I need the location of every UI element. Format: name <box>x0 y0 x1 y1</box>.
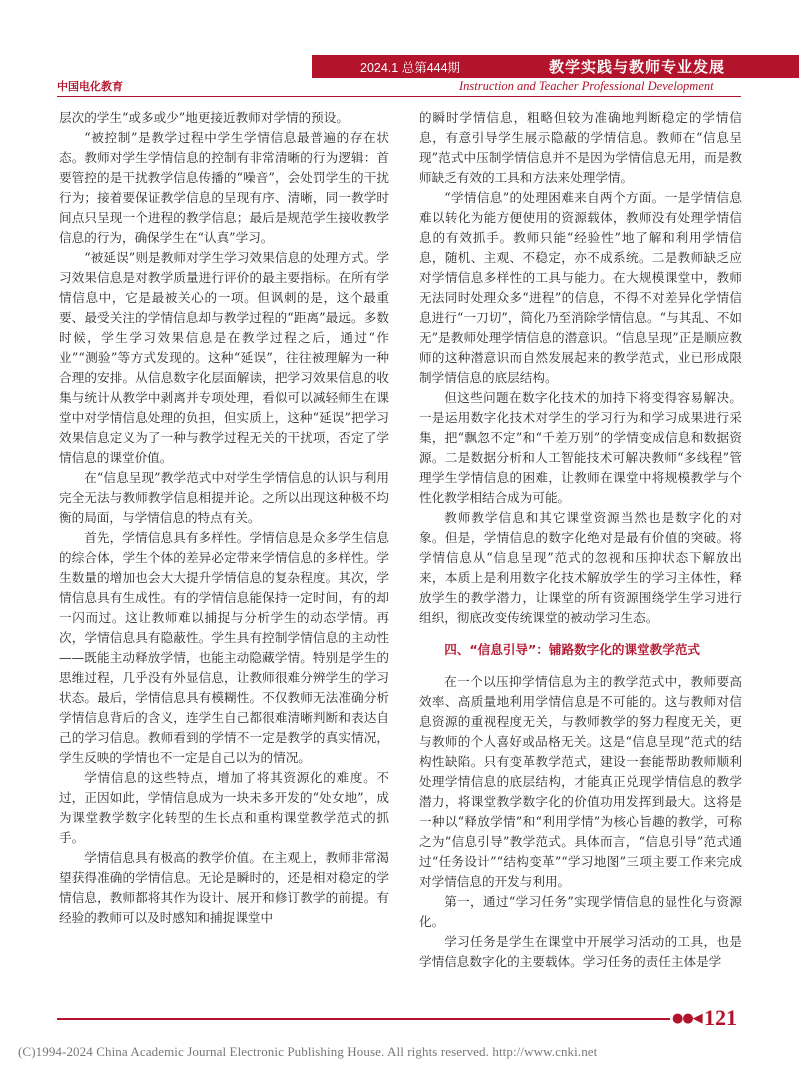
paragraph: 教师教学信息和其它课堂资源当然也是数字化的对象。但是，学情信息的数字化绝对是最有价值的突破。将学情信息从“信息呈现”范式的忽视和压抑状态下解放出来，本质上是利用数字化技术解放学生的学习主体性，释放学生的教学潜力，让课堂的所有资源围绕学生学习进行组织，彻底改变传统课堂的被动学习生态。 <box>419 510 742 625</box>
column-title-en: Instruction and Teacher Professional Development <box>459 79 714 93</box>
paragraph: 的瞬时学情信息，粗略但较为准确地判断稳定的学情信息，有意引导学生展示隐蔽的学情信息。教师在“信息呈现”范式中压制学情信息并不是因为学情信息无用，而是教师缺乏有效的工具和方法来处理学情。 <box>419 110 742 185</box>
column-title: 教学实践与教师专业发展 <box>549 58 726 76</box>
journal-name: 中国电化教育 <box>57 80 123 93</box>
paragraph: “被延误”则是教师对学生学习效果信息的处理方式。学习效果信息是对教学质量进行评价的最主要指标。在所有学情信息中，它是最被关心的一项。但讽刺的是，这个最重要、最受关注的学情信息却与教学过程的“距离”最远。多数时候，学生学习效果信息是在教学过程之后，通过“作业”“测验”等方式发现的。这种“延误”，往往被理解为一种合理的安排。从信息数字化层面解读，把学习效果信息的收集与统计从教学中剥离并专项处理，看似可以减轻师生在课堂中对学情信息处理的负担，但实质上，这种“延误”把学习效果信息定义为了一种与教学过程无关的干扰项，否定了学情信息的课堂价值。 <box>59 250 389 465</box>
paragraph: 第一，通过“学习任务”实现学情信息的显性化与资源化。 <box>419 894 742 929</box>
header-rule <box>57 96 741 97</box>
paragraph: 层次的学生“或多或少”地更接近教师对学情的预设。 <box>59 110 349 125</box>
paragraph: 在一个以压抑学情信息为主的教学范式中，教师要高效率、高质量地利用学情信息是不可能的。这与教师对信息资源的重视程度无关，与教师教学的努力程度无关，更与教师的个人喜好或品格无关。这是“信息呈现”范式的结构性缺陷。只有变革教学范式，建设一套能帮助教师顺利处理学情信息的底层结构，才能真正兑现学情信息的教学潜力，将课堂教学数字化的价值功用发挥到最大。这将是一种以“释放学情”和“利用学情”为核心旨趣的教学，可称之为“信息引导”教学范式。具体而言，“信息引导”范式通过“任务设计”“结构变革”“学习地图”三项主要工作来完成对学情信息的开发与利用。 <box>419 674 742 889</box>
paragraph: 学习任务是学生在课堂中开展学习活动的工具，也是学情信息数字化的主要载体。学习任务的责任主体是学 <box>419 934 742 969</box>
right-column <box>419 108 742 972</box>
paragraph: “学情信息”的处理困难来自两个方面。一是学情信息难以转化为能方便使用的资源载体，教师没有处理学情信息的有效抓手。教师只能“经验性”地了解和利用学情信息，随机、主观、不稳定，亦不成系统。二是教师缺乏应对学情信息多样性的工具与能力。在大规模课堂中，教师无法同时处理众多“进程”的信息，不得不对差异化学情信息进行“一刀切”，简化乃至消除学情信息。“与其乱、不如无”是教师处理学情信息的潜意识。“信息呈现”正是顺应教师的这种潜意识而自然发展起来的教学范式，业已形成限制学情信息的底层结构。 <box>419 190 742 385</box>
paragraph: 学情信息具有极高的教学价值。在主观上，教师非常渴望获得准确的学情信息。无论是瞬时的，还是相对稳定的学情信息，教师都将其作为设计、展开和修订教学的前提。有经验的教师可以及时感知和捕捉课堂中 <box>59 850 389 925</box>
footer-ornament: ●●◀ <box>672 1011 702 1026</box>
page-number: 121 <box>704 1005 737 1030</box>
paragraph: 在“信息呈现”教学范式中对学生学情信息的认识与利用完全无法与教师教学信息相提并论。之所以出现这种极不均衡的局面，与学情信息的特点有关。 <box>59 470 389 525</box>
paragraph: 首先，学情信息具有多样性。学情信息是众多学生信息的综合体，学生个体的差异必定带来学情信息的多样性。学生数量的增加也会大大提升学情信息的复杂程度。其次，学情信息具有生成性。有的学情信息能保持一定时间，有的却一闪而过。这让教师难以捕捉与分析学生的动态学情。再次，学情信息具有隐蔽性。学生具有控制学情信息的主动性——既能主动释放学情，也能主动隐藏学情。特别是学生的思维过程，几乎没有外显信息，让教师很难分辨学生的学习状态。最后，学情信息具有模糊性。不仅教师无法准确分析学情信息背后的含义，连学生自己都很难清晰判断和表达自己的学习信息。教师看到的学情不一定是教学的真实情况，学生反映的学情也不一定是自己以为的情况。 <box>59 530 389 765</box>
section-heading: 四、“信息引导”：铺路数字化的课堂教学范式 <box>444 642 701 657</box>
paragraph: “被控制”是教学过程中学生学情信息最普遍的存在状态。教师对学生学情信息的控制有非常清晰的行为逻辑：首要管控的是干扰教学信息传播的“噪音”，会处罚学生的干扰行为；接着要保证教学信息的呈现有序、清晰，同一教学时间点只呈现一个进程的教学信息；最后是规范学生接收教学信息的行为，确保学生在“认真”学习。 <box>59 130 389 245</box>
left-column <box>59 108 389 928</box>
issue-label: 2024.1 总第444期 <box>360 61 461 75</box>
paragraph: 但这些问题在数字化技术的加持下将变得容易解决。一是运用数字化技术对学生的学习行为和学习成果进行采集，把“飘忽不定”和“千差万别”的学情变成信息和数据资源。二是数据分析和人工智能技术可解决教师“多线程”管理学生学情信息的困难，让教师在课堂中将规模教学与个性化教学相结合成为可能。 <box>419 390 742 505</box>
footer-rule <box>57 1018 670 1020</box>
paragraph: 学情信息的这些特点，增加了将其资源化的难度。不过，正因如此，学情信息成为一块未多开发的“处女地”，成为课堂教学数字化转型的生长点和重构课堂教学范式的抓手。 <box>59 770 389 845</box>
copyright-notice: (C)1994-2024 China Academic Journal Electronic Publishing House. All rights reserved. http://www.cnki.net <box>18 1044 598 1059</box>
